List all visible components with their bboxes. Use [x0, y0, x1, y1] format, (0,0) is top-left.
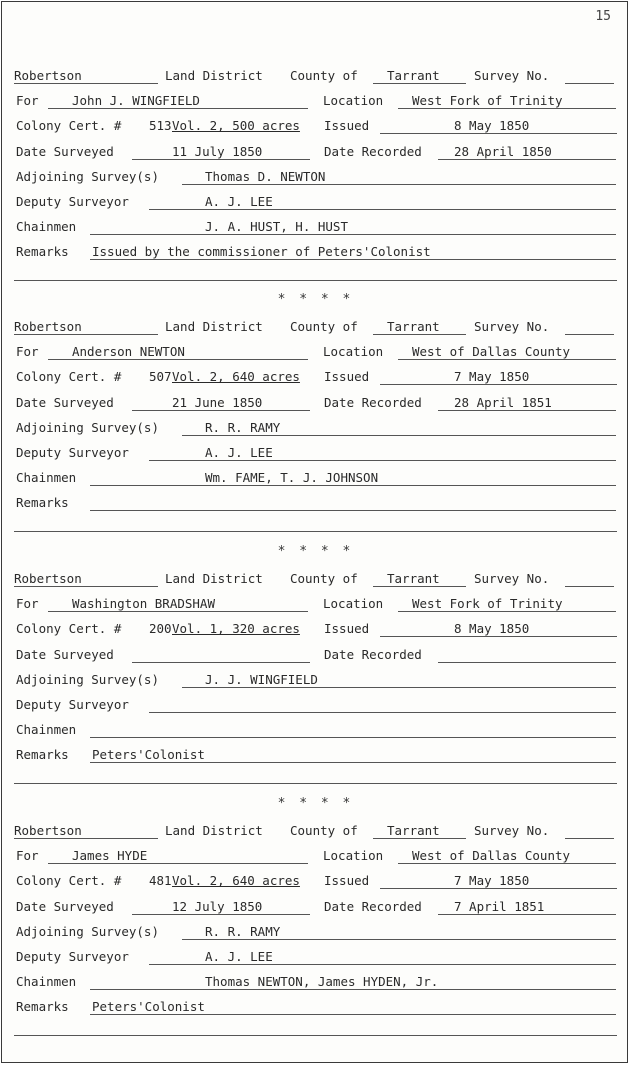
record-line [2, 391, 629, 413]
adjoining-value: J. J. WINGFIELD [205, 671, 318, 687]
land-district-value: Robertson [14, 823, 82, 838]
record-line [2, 743, 629, 765]
date-recorded-value: 7 April 1851 [454, 898, 545, 914]
remarks-value: Peters'Colonist [92, 999, 205, 1015]
colony-cert-number: 507 [149, 369, 172, 385]
date-surveyed-line [132, 914, 310, 915]
deputy-surveyor-line [149, 964, 616, 965]
record-line [2, 140, 629, 162]
chainmen-line [90, 485, 616, 486]
record-line [2, 693, 629, 715]
colony-cert-label: Colony Cert. # [16, 873, 122, 889]
issued-label: Issued [324, 621, 370, 637]
deputy-surveyor-label: Deputy Surveyor [16, 949, 129, 964]
record-line [2, 844, 629, 866]
issued-label: Issued [324, 369, 370, 385]
deputy-surveyor-label: Deputy Surveyor [16, 697, 129, 712]
issued-line [380, 133, 617, 134]
survey-no-line [565, 83, 614, 84]
page-number: 15 [595, 9, 611, 24]
blank-rule [14, 280, 617, 281]
record-line [2, 114, 629, 136]
remarks-value: Issued by the commissioner of Peters'Colonist [92, 244, 431, 260]
record-line [2, 89, 629, 111]
adjoining-line [182, 687, 616, 688]
deputy-surveyor-line [149, 460, 616, 461]
survey-no-label: Survey No. [474, 319, 550, 334]
land-district-line [14, 334, 158, 335]
chainmen-value: Thomas NEWTON, James HYDEN, Jr. [205, 974, 439, 990]
county-line [373, 586, 466, 587]
adjoining-label: Adjoining Survey(s) [16, 671, 159, 687]
record-line [2, 718, 629, 740]
adjoining-value: Thomas D. NEWTON [205, 168, 326, 184]
record-line [2, 617, 629, 639]
location-line [398, 611, 616, 612]
chainmen-label: Chainmen [16, 974, 77, 990]
date-surveyed-label: Date Surveyed [16, 143, 114, 159]
date-recorded-line [438, 159, 616, 160]
record-separator: * * * * [277, 544, 354, 559]
record-line [2, 365, 629, 387]
date-recorded-label: Date Recorded [324, 646, 422, 662]
record-line [2, 819, 629, 841]
record-line [2, 592, 629, 614]
record-separator: * * * * [277, 292, 354, 307]
remarks-line [90, 1014, 616, 1015]
document-page [1, 1, 628, 1063]
location-value: West of Dallas County [412, 848, 571, 864]
location-line [398, 863, 616, 864]
record-line [2, 491, 629, 513]
record-line [2, 668, 629, 690]
adjoining-line [182, 939, 616, 940]
record-line [2, 190, 629, 212]
date-recorded-line [438, 410, 616, 411]
land-district-label: Land District [165, 823, 263, 838]
adjoining-line [182, 184, 616, 185]
date-recorded-label: Date Recorded [324, 898, 422, 914]
issued-line [380, 888, 617, 889]
for-label: For [16, 596, 39, 612]
adjoining-label: Adjoining Survey(s) [16, 419, 159, 435]
date-surveyed-line [132, 662, 310, 663]
record-line [2, 643, 629, 665]
date-surveyed-value: 11 July 1850 [172, 143, 263, 159]
record-line [2, 466, 629, 488]
chainmen-line [90, 234, 616, 235]
county-line [373, 334, 466, 335]
date-recorded-label: Date Recorded [324, 143, 422, 159]
location-value: West Fork of Trinity [412, 93, 563, 109]
county-line [373, 838, 466, 839]
grantee-name: John J. WINGFIELD [72, 93, 200, 109]
record-line [2, 945, 629, 967]
date-recorded-value: 28 April 1850 [454, 143, 552, 159]
remarks-value: Peters'Colonist [92, 747, 205, 763]
for-label: For [16, 93, 39, 109]
survey-no-label: Survey No. [474, 823, 550, 838]
grantee-line [48, 359, 308, 360]
record-line [2, 567, 629, 589]
land-district-line [14, 838, 158, 839]
colony-cert-number: 513 [149, 118, 172, 134]
issued-line [380, 636, 617, 637]
deputy-surveyor-label: Deputy Surveyor [16, 445, 129, 460]
record-line [2, 995, 629, 1017]
location-label: Location [323, 596, 384, 612]
remarks-label: Remarks [16, 495, 69, 511]
adjoining-value: R. R. RAMY [205, 419, 281, 435]
date-recorded-line [438, 662, 616, 663]
location-line [398, 359, 616, 360]
survey-record [2, 315, 629, 555]
county-label: County of [290, 68, 358, 83]
chainmen-line [90, 989, 616, 990]
land-district-label: Land District [165, 68, 263, 83]
survey-record [2, 567, 629, 807]
colony-cert-number: 200 [149, 621, 172, 637]
colony-cert-label: Colony Cert. # [16, 621, 122, 637]
deputy-surveyor-label: Deputy Surveyor [16, 194, 129, 209]
date-surveyed-line [132, 159, 310, 160]
land-district-value: Robertson [14, 68, 82, 83]
survey-no-line [565, 586, 614, 587]
volume-acres: Vol. 1, 320 acres [172, 621, 300, 637]
issued-label: Issued [324, 118, 370, 134]
for-label: For [16, 344, 39, 360]
date-surveyed-label: Date Surveyed [16, 898, 114, 914]
date-surveyed-value: 21 June 1850 [172, 394, 263, 410]
grantee-name: Anderson NEWTON [72, 344, 185, 360]
county-label: County of [290, 823, 358, 838]
county-value: Tarrant [387, 319, 440, 334]
county-value: Tarrant [387, 571, 440, 586]
record-line [2, 970, 629, 992]
deputy-surveyor-line [149, 209, 616, 210]
record-line [2, 869, 629, 891]
record-separator: * * * * [277, 796, 354, 811]
county-label: County of [290, 319, 358, 334]
adjoining-label: Adjoining Survey(s) [16, 923, 159, 939]
deputy-surveyor-value: A. J. LEE [205, 949, 273, 964]
record-line [2, 240, 629, 262]
county-value: Tarrant [387, 823, 440, 838]
land-district-label: Land District [165, 571, 263, 586]
chainmen-label: Chainmen [16, 470, 77, 486]
grantee-line [48, 611, 308, 612]
date-surveyed-label: Date Surveyed [16, 394, 114, 410]
survey-no-label: Survey No. [474, 68, 550, 83]
volume-acres: Vol. 2, 640 acres [172, 873, 300, 889]
colony-cert-label: Colony Cert. # [16, 118, 122, 134]
county-value: Tarrant [387, 68, 440, 83]
issued-date: 7 May 1850 [454, 873, 530, 889]
adjoining-value: R. R. RAMY [205, 923, 281, 939]
issued-date: 7 May 1850 [454, 369, 530, 385]
record-line [2, 416, 629, 438]
county-line [373, 83, 466, 84]
deputy-surveyor-line [149, 712, 616, 713]
date-surveyed-value: 12 July 1850 [172, 898, 263, 914]
for-label: For [16, 848, 39, 864]
land-district-value: Robertson [14, 571, 82, 586]
grantee-line [48, 108, 308, 109]
chainmen-label: Chainmen [16, 722, 77, 738]
land-district-line [14, 83, 158, 84]
survey-no-line [565, 838, 614, 839]
date-recorded-line [438, 914, 616, 915]
issued-label: Issued [324, 873, 370, 889]
location-label: Location [323, 93, 384, 109]
blank-rule [14, 783, 617, 784]
location-label: Location [323, 344, 384, 360]
blank-rule [14, 531, 617, 532]
county-label: County of [290, 571, 358, 586]
survey-record [2, 64, 629, 304]
land-district-label: Land District [165, 319, 263, 334]
land-district-value: Robertson [14, 319, 82, 334]
record-line [2, 895, 629, 917]
remarks-line [90, 259, 616, 260]
location-label: Location [323, 848, 384, 864]
issued-date: 8 May 1850 [454, 118, 530, 134]
date-surveyed-line [132, 410, 310, 411]
chainmen-line [90, 737, 616, 738]
date-recorded-label: Date Recorded [324, 394, 422, 410]
survey-record [2, 819, 629, 1059]
date-surveyed-label: Date Surveyed [16, 646, 114, 662]
date-recorded-value: 28 April 1851 [454, 394, 552, 410]
remarks-label: Remarks [16, 747, 69, 763]
remarks-line [90, 762, 616, 763]
colony-cert-number: 481 [149, 873, 172, 889]
record-line [2, 441, 629, 463]
record-line [2, 315, 629, 337]
remarks-label: Remarks [16, 244, 69, 260]
volume-acres: Vol. 2, 500 acres [172, 118, 300, 134]
chainmen-value: Wm. FAME, T. J. JOHNSON [205, 470, 379, 486]
record-line [2, 340, 629, 362]
blank-rule [14, 1035, 617, 1036]
location-line [398, 108, 616, 109]
location-value: West of Dallas County [412, 344, 571, 360]
record-line [2, 165, 629, 187]
colony-cert-label: Colony Cert. # [16, 369, 122, 385]
adjoining-label: Adjoining Survey(s) [16, 168, 159, 184]
chainmen-value: J. A. HUST, H. HUST [205, 219, 348, 235]
grantee-name: James HYDE [72, 848, 148, 864]
location-value: West Fork of Trinity [412, 596, 563, 612]
remarks-label: Remarks [16, 999, 69, 1015]
grantee-line [48, 863, 308, 864]
volume-acres: Vol. 2, 640 acres [172, 369, 300, 385]
record-line [2, 64, 629, 86]
deputy-surveyor-value: A. J. LEE [205, 445, 273, 460]
issued-line [380, 384, 617, 385]
record-line [2, 920, 629, 942]
chainmen-label: Chainmen [16, 219, 77, 235]
land-district-line [14, 586, 158, 587]
remarks-line [90, 510, 616, 511]
grantee-name: Washington BRADSHAW [72, 596, 215, 612]
survey-no-label: Survey No. [474, 571, 550, 586]
record-line [2, 215, 629, 237]
deputy-surveyor-value: A. J. LEE [205, 194, 273, 209]
adjoining-line [182, 435, 616, 436]
issued-date: 8 May 1850 [454, 621, 530, 637]
survey-no-line [565, 334, 614, 335]
